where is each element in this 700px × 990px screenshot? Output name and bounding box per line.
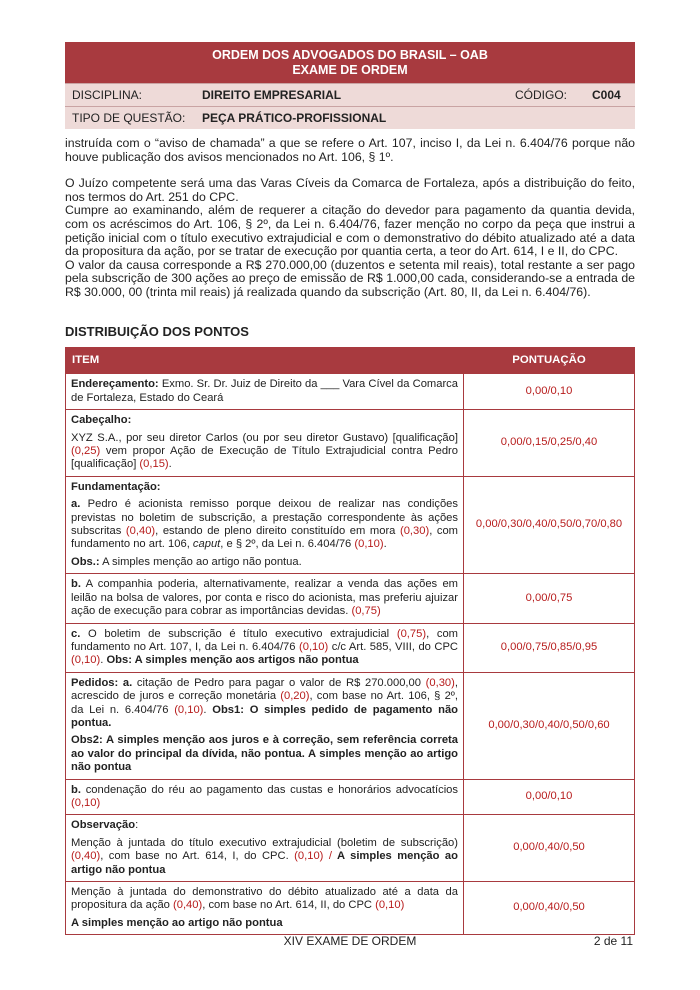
obs-note: Obs2: A simples menção aos juros e à correção, sem referência correta ao valor do principal da dívida, não pontua. A simples menção ao artigo não pontua <box>71 734 458 774</box>
score-cell: 0,00/0,75/0,85/0,95 <box>464 623 635 672</box>
score-cell: 0,00/0,30/0,40/0,50/0,60 <box>464 672 635 779</box>
header-title-line2: EXAME DE ORDEM <box>292 63 408 77</box>
item-cell <box>66 623 464 672</box>
obs-note: Obs: A simples menção aos artigos não pontua <box>106 654 359 667</box>
text: c/c Art. 585, VIII, do CPC <box>328 640 458 653</box>
points: (0,25) <box>71 445 101 458</box>
text: A simples menção ao artigo não pontua. <box>99 555 302 568</box>
row-text <box>71 432 458 472</box>
column-header-score: PONTUAÇÃO <box>464 348 635 374</box>
page-number: 2 de 11 <box>593 934 633 948</box>
code-label: CÓDIGO: <box>515 88 568 102</box>
body-paragraph: O Juízo competente será uma das Varas Cíveis da Comarca de Fortaleza, após a distribuição do feito, nos termos do Art. 251 do CPC. <box>65 176 635 204</box>
table-row <box>66 779 635 815</box>
footer-title: XIV EXAME DE ORDEM <box>283 934 417 948</box>
table-row <box>66 574 635 623</box>
table-row <box>66 476 635 573</box>
obs-note: A simples menção ao artigo não pontua <box>71 916 283 929</box>
column-header-item: ITEM <box>66 348 464 374</box>
text: XYZ S.A., por seu diretor Carlos (ou por seu diretor Gustavo) [qualificação] <box>71 431 458 444</box>
table-row <box>66 410 635 477</box>
discipline-row <box>65 83 635 106</box>
score-cell: 0,00/0,30/0,40/0,50/0,70/0,80 <box>464 476 635 573</box>
text: : <box>135 819 139 832</box>
text: , com base no Art. 614, I, do CPC. <box>100 850 295 863</box>
score-cell: 0,00/0,40/0,50 <box>464 882 635 935</box>
text: caput <box>192 538 221 551</box>
score-cell: 0,00/0,75 <box>464 574 635 623</box>
score-cell: 0,00/0,15/0,25/0,40 <box>464 410 635 477</box>
row-text <box>71 677 458 731</box>
label: a. <box>71 498 81 511</box>
text: , com fundamento no Art. 107, I, da Lei n. 6.404/76 <box>71 627 458 653</box>
header-title <box>65 42 635 83</box>
text: citação de Pedro para pagar o valor de R$ 270.000,00 <box>132 676 426 689</box>
row-text <box>71 837 458 877</box>
item-cell <box>66 779 464 815</box>
text: . <box>203 703 213 716</box>
item-cell <box>66 410 464 477</box>
text: , estando de pleno direito constituído em mora <box>155 525 400 538</box>
text: Menção à juntada do demonstrativo do débito atualizado até a data da propositura da ação <box>71 886 458 912</box>
body-paragraph: Cumpre ao examinando, além de requerer a citação do devedor para pagamento da quantia devida, com os acréscimos do Art. 106, § 2º, da Lei n. 6.404/76, fazer menção no corpo da peça que instrui a petição inicial com o título executivo extrajudicial e com o demonstrativo do débito atualizado até a data da propositura da ação, por se tratar de execução por quantia certa, a teor do Art. 614, I e II, do CPC. <box>65 203 635 259</box>
label: c. <box>71 627 81 640</box>
question-type-value: PEÇA PRÁTICO-PROFISSIONAL <box>202 111 387 125</box>
table-row <box>66 623 635 672</box>
text: . <box>168 458 172 471</box>
points: (0,10) <box>174 703 204 716</box>
row-label: Cabeçalho: <box>71 414 132 427</box>
item-cell <box>66 374 464 410</box>
row-label: Fundamentação: <box>71 480 161 493</box>
text: . <box>100 654 107 667</box>
points: (0,20) <box>280 690 310 703</box>
text: , com base no Art. 106, § 2º, da Lei n. 6.404/76 <box>71 690 458 716</box>
text: , e § 2º, da Lei n. 6.404/76 <box>220 538 355 551</box>
table-header-row <box>66 348 635 374</box>
code-value: C004 <box>592 88 621 102</box>
item-cell <box>66 672 464 779</box>
table-row <box>66 374 635 410</box>
points: (0,40) <box>125 525 156 538</box>
text: , com base no Art. 614, II, do CPC <box>202 899 376 912</box>
label: Obs.: <box>71 555 100 568</box>
points: (0,10) <box>354 538 384 551</box>
label: Observação <box>71 819 136 832</box>
discipline-value: DIREITO EMPRESARIAL <box>202 88 342 102</box>
obs-note: A simples menção ao artigo não pontua <box>71 850 458 876</box>
item-cell <box>66 476 464 573</box>
table-row <box>66 672 635 779</box>
item-cell <box>66 815 464 882</box>
text: O boletim de subscrição é título executivo extrajudicial <box>80 627 397 640</box>
score-cell: 0,00/0,10 <box>464 779 635 815</box>
text: Pedro é acionista remisso porque deixou de realizar nas condições previstas no boletim de subscrição, a prestação correspondente às ações subscritas <box>71 498 458 538</box>
text: condenação do réu ao pagamento das custas e honorários advocatícios <box>80 783 458 796</box>
label: b. <box>71 783 81 796</box>
score-cell: 0,00/0,40/0,50 <box>464 815 635 882</box>
header-title-line1: ORDEM DOS ADVOGADOS DO BRASIL – OAB <box>212 48 488 62</box>
row-text: Exmo. Sr. Dr. Juiz de Direito da ___ Vara Cível da Comarca de Fortaleza, Estado do Ceará <box>71 378 458 404</box>
points: (0,40) <box>71 850 101 863</box>
text: , com fundamento no art. 106, <box>71 525 459 551</box>
section-title: DISTRIBUIÇÃO DOS PONTOS <box>65 324 249 339</box>
answer-body <box>65 137 635 300</box>
discipline-label: DISCIPLINA: <box>72 88 143 102</box>
text: Menção à juntada do título executivo extrajudicial (boletim de subscrição) <box>71 836 458 849</box>
table-row <box>66 882 635 935</box>
points: (0,10) <box>375 899 405 912</box>
score-cell: 0,00/0,10 <box>464 374 635 410</box>
points-table <box>65 347 635 935</box>
body-paragraph: instruída com o “aviso de chamada” a que se refere o Art. 107, inciso I, da Lei n. 6.404/76 porque não houve publicação dos avisos mencionados no Art. 106, § 1º. <box>65 136 635 164</box>
row-text <box>71 886 458 913</box>
label: Pedidos: a. <box>71 676 133 689</box>
row-text <box>71 498 458 552</box>
item-cell <box>66 574 464 623</box>
points: (0,75) <box>396 627 427 640</box>
points: (0,10) <box>299 640 329 653</box>
points: (0,10) <box>71 654 101 667</box>
obs-note <box>71 556 458 569</box>
points: (0,40) <box>173 899 203 912</box>
exam-header <box>65 42 635 129</box>
text: A companhia poderia, alternativamente, realizar a venda das ações em leilão na bolsa de valores, por conta e risco do acionista, mas preferiu ajuizar ação de execução para cobrar as importâncias devidas. <box>71 578 458 618</box>
text: , acrescido de juros e correção monetária <box>71 676 458 703</box>
text: vem propor Ação de Execução de Título Extrajudicial contra Pedro [qualificação] <box>71 445 458 471</box>
text: . <box>383 538 387 551</box>
points: (0,15) <box>139 458 169 471</box>
label: b. <box>71 578 81 591</box>
points: (0,75) <box>351 605 381 618</box>
obs-note: Obs1: O simples pedido de pagamento não pontua. <box>71 703 459 729</box>
question-type-label: TIPO DE QUESTÃO: <box>72 111 186 125</box>
points: (0,30) <box>399 525 430 538</box>
row-label <box>71 819 458 832</box>
row-label: Endereçamento: <box>71 378 159 391</box>
question-type-row <box>65 106 635 129</box>
body-paragraph: O valor da causa corresponde a R$ 270.000,00 (duzentos e setenta mil reais), total restante a ser pago pela subscrição de 300 ações ao preço de emissão de R$ 1.000,00 cada, considerando-se a entrada de R$ 30.000, 00 (trinta mil reais) já realizada quando da subscrição (Art. 80, II, da Lei n. 6.404/76). <box>65 257 635 299</box>
points: (0,30) <box>425 676 455 689</box>
points: (0,10) <box>71 796 101 809</box>
points: (0,10) / <box>294 850 332 863</box>
table-row <box>66 815 635 882</box>
item-cell <box>66 882 464 935</box>
